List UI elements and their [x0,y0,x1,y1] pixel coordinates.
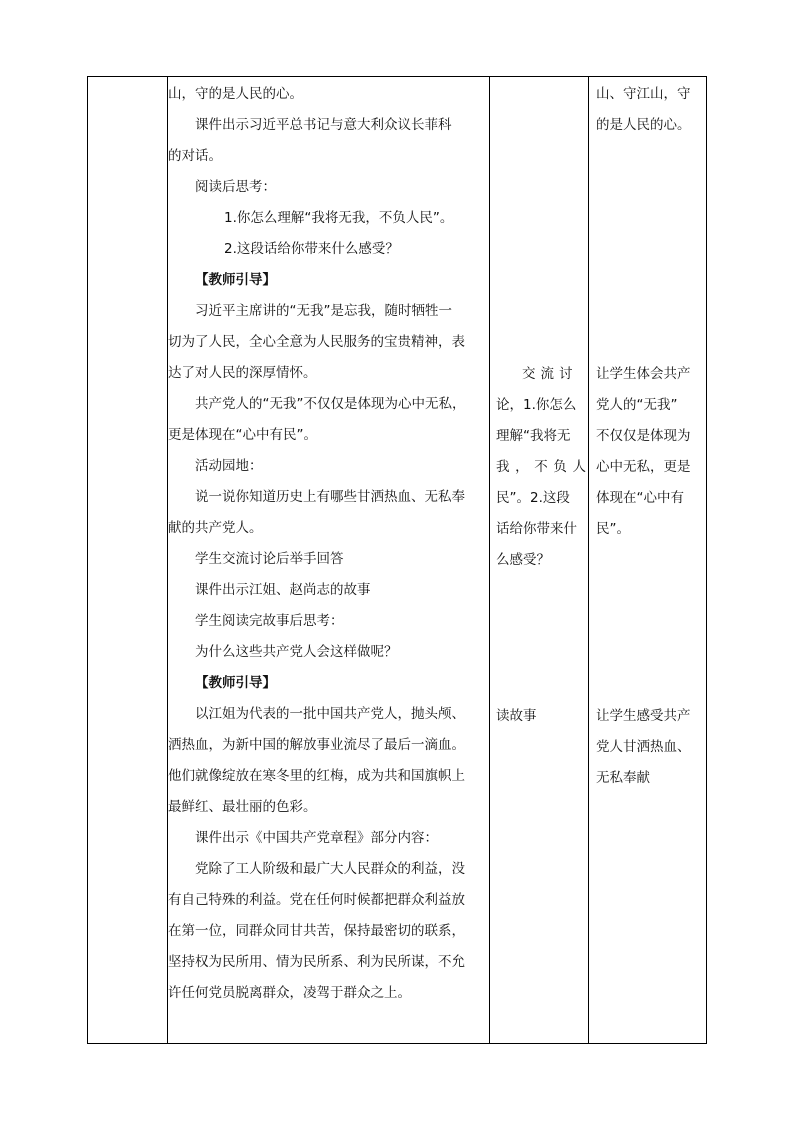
lesson-table [87,76,707,1044]
activity-line: 读故事 [496,708,537,724]
content-line: 党除了工人阶级和最广大人民群众的利益，没 [195,861,465,877]
intent-line: 山、守江山，守 [596,86,691,102]
intent-line: 让学生感受共产 [596,708,691,724]
content-line: 许任何党员脱离群众，凌驾于群众之上。 [168,985,411,1001]
content-line: 献的共产党人。 [168,520,263,536]
design-intent-block-2 [596,701,704,1043]
column-1-empty [88,77,167,1043]
content-line: 达了对人民的深厚情怀。 [168,365,317,381]
column-divider [588,77,589,1043]
content-line: 学生交流讨论后举手回答 [195,551,344,567]
activity-line: 交流讨 [522,366,578,382]
intent-line: 让学生体会共产 [596,366,691,382]
student-activity-block-2 [496,701,586,1043]
section-heading: 【教师引导】 [195,675,276,691]
intent-line: 的是人民的心。 [596,117,691,133]
intent-line: 党人的“无我” [596,397,678,413]
content-line: 坚持权为民所用、情为民所系、利为民所谋，不允 [168,954,465,970]
activity-line: 话给你带来什 [496,521,577,537]
content-line: 说一说你知道历史上有哪些甘洒热血、无私奉 [195,489,465,505]
content-line: 2.这段话给你带来什么感受？ [224,241,399,257]
content-line: 为什么这些共产党人会这样做呢？ [195,644,398,660]
section-heading: 【教师引导】 [195,272,276,288]
content-line: 更是体现在“心中有民”。 [168,427,317,443]
content-line: 课件出示江姐、赵尚志的故事 [195,582,371,598]
column-divider [489,77,490,1043]
content-line: 阅读后思考： [195,179,276,195]
content-line: 课件出示习近平总书记与意大利众议长菲科 [195,117,452,133]
intent-line: 无私奉献 [596,770,650,786]
content-line: 他们就像绽放在寒冬里的红梅，成为共和国旗帜上 [168,768,465,784]
content-line: 1.你怎么理解“我将无我，不负人民”。 [224,210,454,226]
content-line: 习近平主席讲的“无我”是忘我，随时牺牲一 [195,303,452,319]
content-line: 最鲜红、最壮丽的色彩。 [168,799,317,815]
activity-line: 论，1.你怎么 [496,397,577,413]
content-line: 以江姐为代表的一批中国共产党人，抛头颅、 [195,706,465,722]
content-line: 活动园地： [195,458,263,474]
activity-line: 么感受？ [496,552,550,568]
content-line: 共产党人的“无我”不仅仅是体现为心中无私， [195,396,466,412]
intent-line: 民”。 [596,521,630,537]
intent-line: 党人甘洒热血、 [596,739,691,755]
content-line: 切为了人民，全心全意为人民服务的宝贵精神，表 [168,334,465,350]
intent-line: 不仅仅是体现为 [596,428,691,444]
intent-line: 体现在“心中有 [596,490,684,506]
content-line: 的对话。 [168,148,222,164]
content-line: 课件出示《中国共产党章程》部分内容： [195,830,438,846]
content-line: 有自己特殊的利益。党在任何时候都把群众利益放 [168,892,465,908]
activity-line: 理解“我将无 [496,428,571,444]
content-line: 学生阅读完故事后思考： [195,613,344,629]
content-line: 在第一位，同群众同甘共苦，保持最密切的联系， [168,923,465,939]
teaching-content-column [168,79,488,1043]
content-line: 洒热血，为新中国的解放事业流尽了最后一滴血。 [168,737,465,753]
activity-line: 民”。2.这段 [496,490,570,506]
content-line: 山，守的是人民的心。 [168,86,303,102]
intent-line: 心中无私，更是 [596,459,691,475]
activity-line: 我，不负人 [496,459,586,475]
